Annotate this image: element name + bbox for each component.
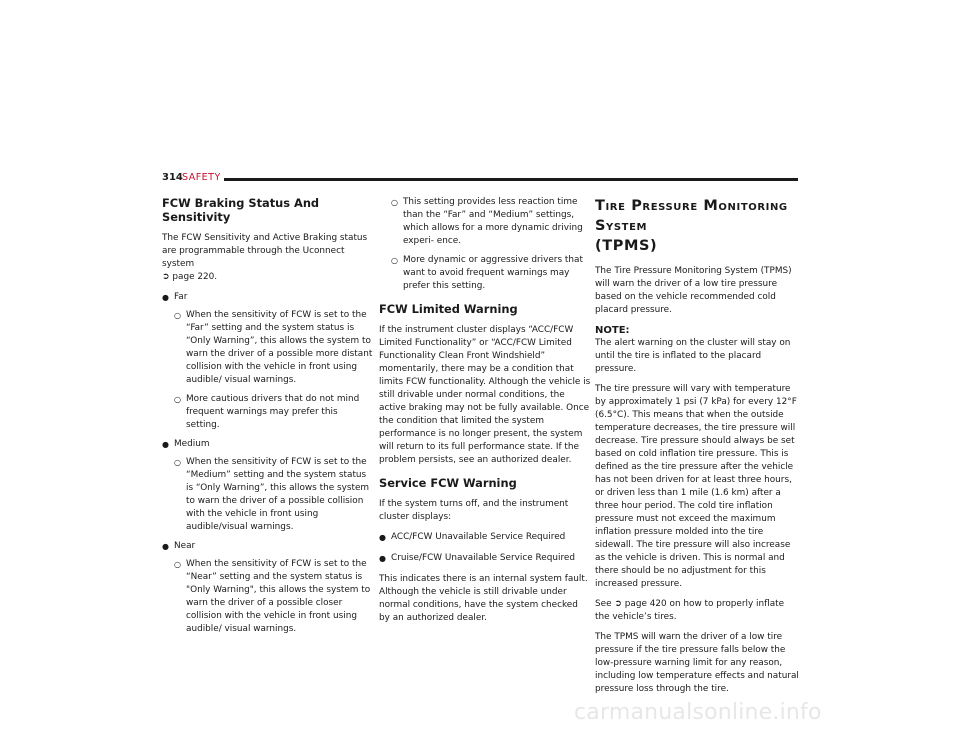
bullet-icon: ●	[379, 554, 386, 563]
page-ref-link[interactable]: page 420 on how to properly inflate the vehicle’s tires.	[595, 599, 785, 622]
page-ref-arrow-icon: ➲	[614, 599, 622, 609]
sub-item: ○ This setting provides less reaction time than the “Far” and “Medium” settings, which allows for a more dynamic driving experi- ence.	[391, 197, 583, 246]
header-rule	[224, 178, 798, 181]
circle-bullet-icon: ○	[174, 560, 181, 569]
sub-item: ○ More dynamic or aggressive drivers that want to avoid frequent warnings may prefer this setting.	[391, 255, 583, 291]
circle-bullet-icon: ○	[174, 311, 181, 320]
service-paragraph: This indicates there is an internal system fault. Although the vehicle is still drivable under normal conditions, have the system checked by an authorized dealer.	[379, 574, 588, 623]
limited-paragraph: If the instrument cluster displays “ACC/FCW Limited Functionality” or “ACC/FCW Limited Functionality Clean Front Windshield” momentarily, there may be a condition that limits FCW functionality. Although the vehicle is still drivable under normal conditions, the active braking may not be fully available. Once the condition that limited the system performance is no longer present, the system will return to its full performance state. If the problem persists, see an authorized dealer.	[379, 325, 591, 465]
list-item-near: ● Near	[162, 541, 196, 551]
final-paragraph: The TPMS will warn the driver of a low tire pressure if the tire pressure falls below the low-pressure warning limit for any reason, including low temperature effects and natural pressure loss through the tire.	[595, 632, 799, 694]
service-intro: If the system turns off, and the instrument cluster displays:	[379, 499, 569, 522]
list-item-far: ● Far	[162, 292, 188, 302]
note-paragraph-1: The alert warning on the cluster will stay on until the tire is inflated to the placard pressure.	[595, 338, 791, 374]
list-item: ● ACC/FCW Unavailable Service Required	[379, 532, 566, 542]
sub-item: ○ When the sensitivity of FCW is set to the “Far” setting and the system status is “Only Warning”, this allows the system to warn the driver of a possible more distant collision with the vehicle in front using audible/ visual warnings.	[174, 310, 373, 385]
column-left	[162, 196, 374, 642]
circle-bullet-icon: ○	[174, 395, 181, 404]
heading-service-fcw: Service FCW Warning	[379, 476, 517, 490]
heading-fcw-limited: FCW Limited Warning	[379, 302, 518, 316]
list-item: ● Cruise/FCW Unavailable Service Required	[379, 553, 576, 563]
list-item-medium: ● Medium	[162, 439, 210, 449]
circle-bullet-icon: ○	[391, 256, 398, 265]
circle-bullet-icon: ○	[391, 198, 398, 207]
bullet-icon: ●	[162, 293, 169, 302]
page-ref-link[interactable]: page 220.	[172, 272, 218, 282]
heading-tpms: Tire Pressure Monitoring System (TPMS)	[595, 198, 788, 254]
bullet-icon: ●	[162, 440, 169, 449]
sub-item: ○ When the sensitivity of FCW is set to the “Near” setting and the system status is "Only Warning", this allows the system to warn the driver of a possible closer collision with the vehicle in front using audible/ visual warnings.	[174, 559, 371, 634]
note-label: NOTE:	[595, 325, 630, 336]
bullet-icon: ●	[379, 533, 386, 542]
note-paragraph-2: The tire pressure will vary with temperature by approximately 1 psi (7 kPa) for every 12°F (6.5°C). This means that when the outside temperature decreases, the tire pressure will decrease. Tire pressure should always be set based on cold inflation tire pressure. This is defined as the tire pressure after the vehicle has not been driven for at least three hours, or driven less than 1 mile (1.6 km) after a three hour period. The cold tire inflation pressure must not exceed the maximum inflation pressure molded into the tire sidewall. The tire pressure will also increase as the vehicle is driven. This is normal and there should be no adjustment for this increased pressure.	[595, 384, 797, 589]
sub-item: ○ More cautious drivers that do not mind frequent warnings may prefer this setting.	[174, 394, 360, 430]
intro-paragraph: The FCW Sensitivity and Active Braking status are programmable through the Uconnect system ➲ page 220.	[162, 233, 368, 282]
see-paragraph: See ➲ page 420 on how to properly inflate the vehicle’s tires.	[595, 599, 785, 622]
watermark: carmanualsonline.info	[574, 700, 822, 725]
bullet-icon: ●	[162, 542, 169, 551]
tpms-intro: The Tire Pressure Monitoring System (TPMS) will warn the driver of a low tire pressure based on the vehicle recommended cold placard pressure.	[595, 266, 792, 315]
page-number: 314	[162, 172, 183, 183]
column-right	[595, 196, 801, 703]
section-name: SAFETY	[182, 172, 221, 183]
column-middle	[379, 196, 591, 632]
heading-fcw-braking: FCW Braking Status And Sensitivity	[162, 196, 320, 224]
circle-bullet-icon: ○	[174, 458, 181, 467]
page-ref-arrow-icon: ➲	[162, 272, 170, 282]
page-header	[162, 172, 798, 188]
sub-item: ○ When the sensitivity of FCW is set to the “Medium” setting and the system status is “Only Warning”, this allows the system to warn the driver of a possible collision with the vehicle in front using audible/visual warnings.	[174, 457, 370, 532]
